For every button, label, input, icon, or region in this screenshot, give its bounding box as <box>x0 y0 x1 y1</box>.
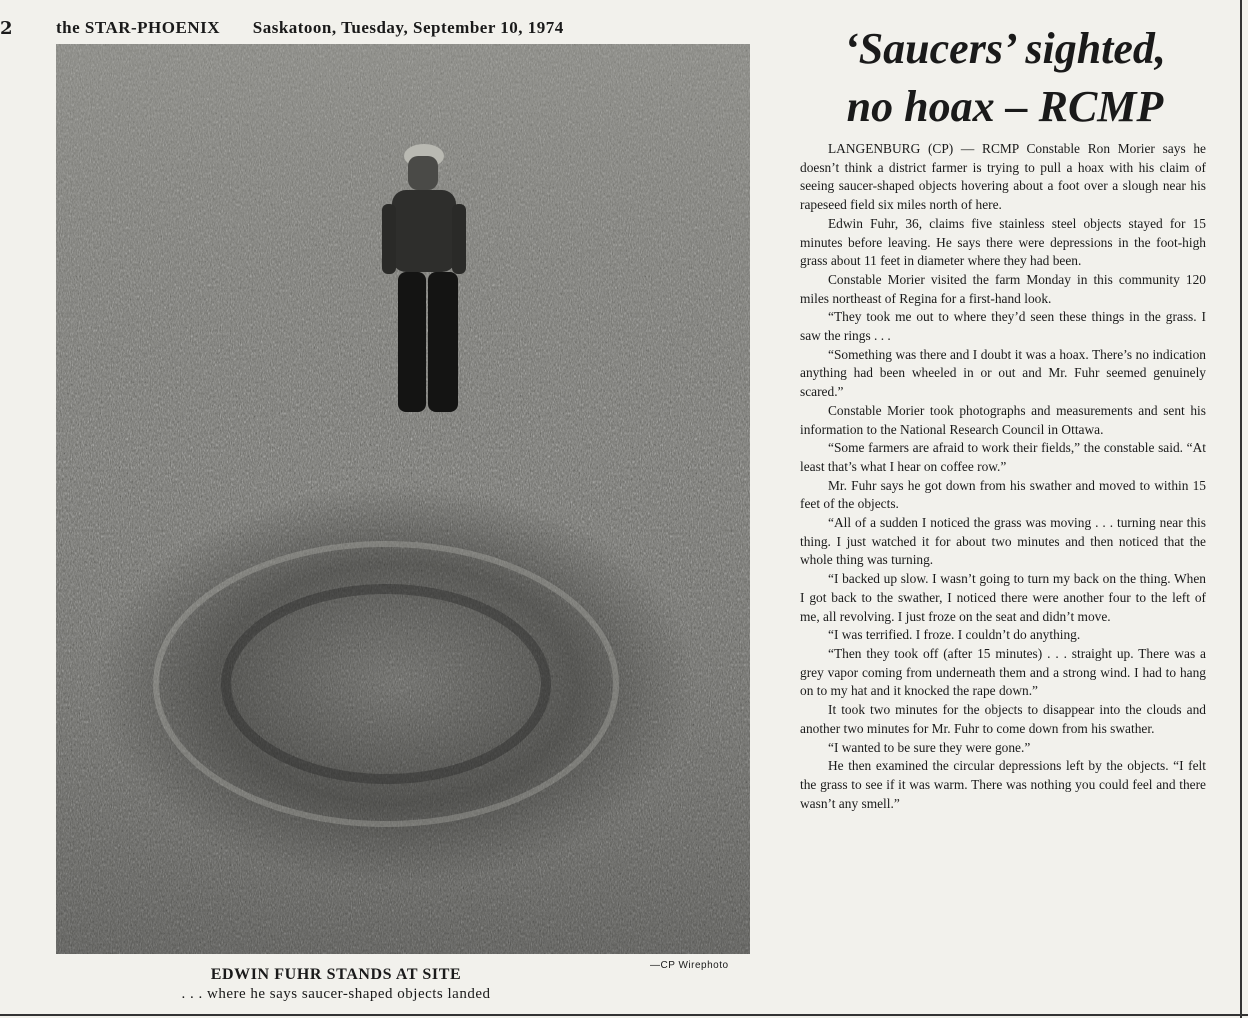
article-paragraph: Constable Morier took photographs and measurements and sent his information to the National Research Council in Ottawa. <box>800 402 1206 437</box>
headline-line-2: no hoax – RCMP <box>846 82 1164 131</box>
dateline: Saskatoon, Tuesday, September 10, 1974 <box>252 18 564 37</box>
article-paragraph: “I backed up slow. I wasn’t going to turn my back on the thing. When I got back to the swather, I noticed there were another four to the left of me, all revolving. I just froze on the seat and didn’t move. <box>800 571 1206 624</box>
article-paragraph: “I was terrified. I froze. I couldn’t do anything. <box>828 627 1081 643</box>
article-paragraph: Mr. Fuhr says he got down from his swather and moved to within 15 feet of the objects. <box>800 477 1206 512</box>
clipping-border-right <box>1240 0 1242 1018</box>
photo-caption-sub: . . . where he says saucer-shaped objects landed <box>181 986 491 1002</box>
masthead <box>56 18 716 38</box>
article-paragraph: “I wanted to be sure they were gone.” <box>828 739 1031 755</box>
photo-caption-head: EDWIN FUHR STANDS AT SITE <box>210 966 462 983</box>
article-paragraph: Constable Morier visited the farm Monday in this community 120 miles northeast of Regina for a first-hand look. <box>800 271 1206 306</box>
clipping-border-bottom <box>0 1014 1248 1016</box>
photo-credit: —CP Wirephoto <box>650 960 729 971</box>
news-photo <box>56 44 750 954</box>
article-paragraph: It took two minutes for the objects to disappear into the clouds and another two minutes for Mr. Fuhr to come down from his swather. <box>800 702 1206 736</box>
page-number: 2 <box>0 18 13 39</box>
headline <box>800 20 1210 136</box>
publication-name: the STAR-PHOENIX <box>56 18 220 37</box>
article-paragraph: LANGENBURG (CP) — RCMP Constable Ron Morier says he doesn’t think a district farmer is trying to pull a hoax with his claim of seeing saucer-shaped objects hovering about a foot over a slough near his rapeseed field six miles north of here. <box>800 141 1206 213</box>
article-paragraph: “Then they took off (after 15 minutes) . . . straight up. There was a grey vapor coming from underneath them and a strong wind. I had to hang on to my hat and it knocked the rape down.” <box>800 645 1206 699</box>
headline-line-1: ‘Saucers’ sighted, <box>844 24 1166 73</box>
article-paragraph: “All of a sudden I noticed the grass was moving . . . turning near this thing. I just watched it for about two minutes and then noticed that the whole thing was turning. <box>800 515 1206 568</box>
article-paragraph: “They took me out to where they’d seen these things in the grass. I saw the rings . . . <box>800 309 1206 344</box>
article-paragraph: “Something was there and I doubt it was a hoax. There’s no indication anything had been wheeled in or out and Mr. Fuhr seemed genuinely scared.” <box>800 346 1206 400</box>
article-paragraph: “Some farmers are afraid to work their fields,” the constable said. “At least that’s what I hear on coffee row.” <box>800 440 1206 474</box>
article-paragraph: Edwin Fuhr, 36, claims five stainless steel objects stayed for 15 minutes before leaving. He says there were depressions in the foot-high grass about 11 feet in diameter where they had been. <box>800 215 1206 269</box>
article-body <box>800 140 1206 813</box>
article-paragraph: He then examined the circular depressions left by the objects. “I felt the grass to see if it was warm. There was nothing you could feel and there wasn’t any smell.” <box>800 758 1206 811</box>
grass-field-photo <box>56 44 750 954</box>
